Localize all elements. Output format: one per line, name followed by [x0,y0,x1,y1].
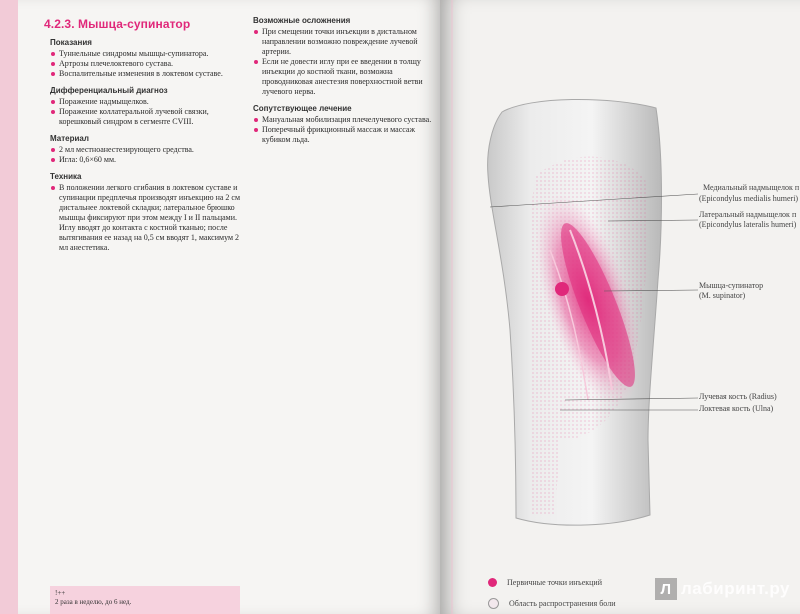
injection-point [555,282,569,296]
label-lateral-epicondyle: Латеральный надмыщелок п [699,210,797,219]
list-item: При смещении точки инъекции в дистальном направлении возможно повреждение лучевой артерии. [253,27,439,57]
watermark [655,578,790,600]
list-item: 2 мл местноанестезирующего средства. [50,145,245,155]
watermark-text: лабиринт.ру [681,579,790,598]
label-medial-epicondyle-latin: (Epicondylus medialis humeri) [699,194,799,203]
label-radius: Лучевая кость (Radius) [699,392,777,401]
label-supinator-latin: (M. supinator) [699,291,746,300]
indications-block [50,38,245,79]
list-item: Поражение коллатеральной лучевой связки, корешковый синдром в сегменте CVIII. [50,107,245,127]
list-item: Поперечный фрикционный массаж и массаж кубиком льда. [253,125,439,145]
list-item: Туннельные синдромы мышцы-супинатора. [50,49,245,59]
legend-area-label: Область распространения боли [509,599,616,608]
forearm-illustration [440,0,800,614]
complications-heading: Возможные осложнения [253,16,351,25]
label-ulna: Локтевая кость (Ulna) [699,404,774,413]
frequency-marker: !++ [55,589,66,597]
list-item: Артрозы плечелоктевого сустава. [50,59,245,69]
list-item: В положении легкого сгибания в локтевом суставе и супинации предплечья производят инъекцию на 2 см дистальнее локтевой складки; латеральное брюшко мышцы фиксируют при этом между I и II пальцами. Иглу вводят до контакта с костной тканью; после вытягивания ее назад на 0,5 см вводят 1, максимум 2 мл анестетика. [50,183,245,253]
concomitant-block [253,104,439,145]
label-supinator: Мышца-супинатор [699,281,764,290]
indications-heading: Показания [50,38,92,47]
watermark-logo-icon: Л [655,578,677,600]
label-lateral-epicondyle-latin: (Epicondylus lateralis humeri) [699,220,797,229]
frequency-box [50,586,240,614]
legend-area-icon [488,598,499,609]
differential-heading: Дифференциальный диагноз [50,86,168,95]
pink-margin-bar [0,0,18,614]
technique-heading: Техника [50,172,82,181]
concomitant-heading: Сопутствующее лечение [253,104,352,113]
material-block [50,134,245,165]
label-medial-epicondyle: Медиальный надмыщелок п [703,183,800,192]
technique-block [50,172,245,253]
legend-area [488,598,615,609]
list-item: Если не довести иглу при ее введении в толщу инъекции до костной ткани, возможна проводниковая анестезия поверхностной ветви лучевого нерва. [253,57,439,97]
legend-primary [488,578,602,587]
list-item: Воспалительные изменения в локтевом суставе. [50,69,245,79]
complications-block [253,16,439,97]
left-text-column [50,38,245,260]
list-item: Мануальная мобилизация плечелучевого сустава. [253,115,439,125]
list-item: Поражение надмыщелков. [50,97,245,107]
section-title: 4.2.3. Мышца-супинатор [44,17,191,31]
frequency-text: 2 раза в неделю, до 6 нед. [55,598,132,606]
legend-primary-label: Первичные точки инъекций [507,578,602,587]
right-text-column [253,16,439,152]
differential-block [50,86,245,127]
material-heading: Материал [50,134,89,143]
list-item: Игла: 0,6×60 мм. [50,155,245,165]
legend-primary-icon [488,578,497,587]
